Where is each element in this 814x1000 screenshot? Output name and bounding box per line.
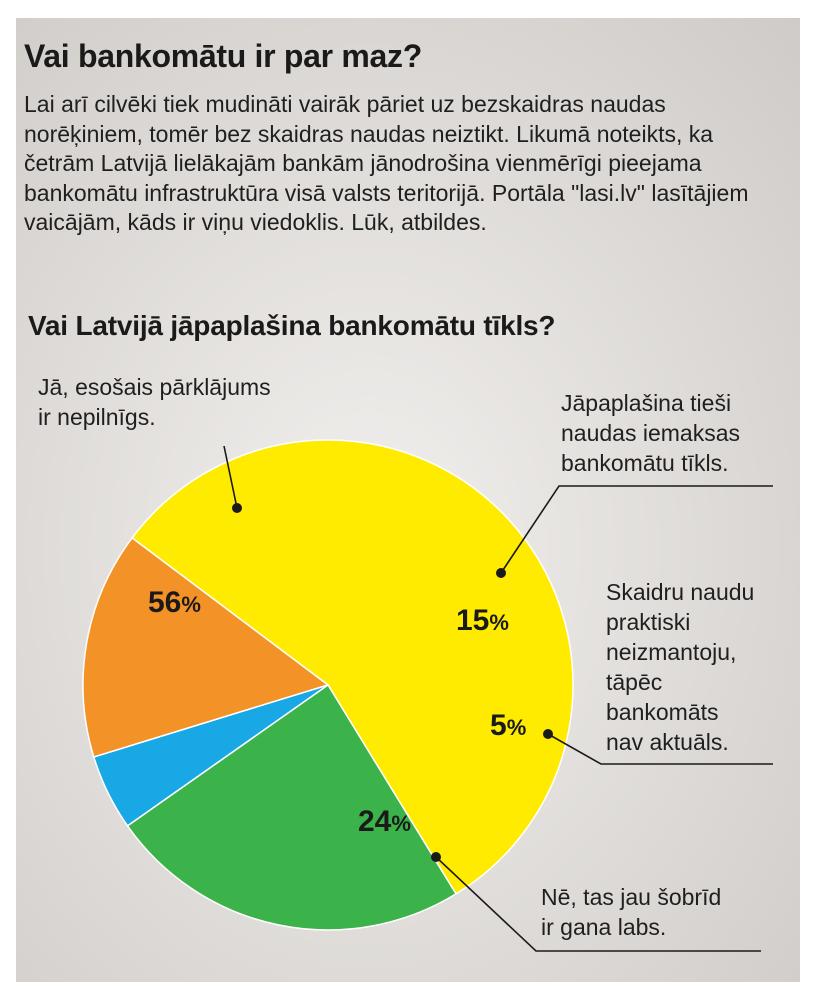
slice-label-not-relevant: Skaidru naudu praktiski neizmantoju, tāpēc bankomāts nav aktuāls. <box>606 579 755 755</box>
pie-slices <box>83 440 573 930</box>
percent-label-not-relevant: 5% <box>490 709 527 742</box>
percent-label-no: 24% <box>358 805 411 838</box>
leader-dot-atm-deposit <box>496 568 506 578</box>
percent-label-yes: 56% <box>148 586 201 619</box>
infographic-card <box>16 18 800 982</box>
intro-paragraph: Lai arī cilvēki tiek mudināti vairāk pāriet uz bezskaidras naudas norēķiniem, tomēr bez skaidras naudas neiztikt. Likumā noteikts, ka četrām Latvijā lielākajām bankām jānodrošina vienmērīgi pieejama bankomātu infrastruktūra visā valsts teritorijā. Portāla "lasi.lv" lasītājiem vaicājām, kāds ir viņu viedoklis. Lūk, atbildes. <box>24 91 749 235</box>
pie-chart <box>16 18 800 982</box>
chart-title: Vai Latvijā jāpaplašina bankomātu tīkls? <box>28 310 556 341</box>
percent-label-atm-deposit: 15% <box>456 604 509 637</box>
leader-dot-yes <box>232 503 242 513</box>
slice-label-atm-deposit: Jāpaplašina tieši naudas iemaksas bankomātu tīkls. <box>561 390 740 476</box>
page-title: Vai bankomātu ir par maz? <box>24 38 422 74</box>
leader-dot-not-relevant <box>543 729 553 739</box>
leader-dot-no <box>431 852 441 862</box>
leader-line-atm-deposit <box>501 486 773 573</box>
slice-label-yes: Jā, esošais pārklājums ir nepilnīgs. <box>38 374 271 430</box>
slice-label-no: Nē, tas jau šobrīd ir gana labs. <box>541 884 722 940</box>
